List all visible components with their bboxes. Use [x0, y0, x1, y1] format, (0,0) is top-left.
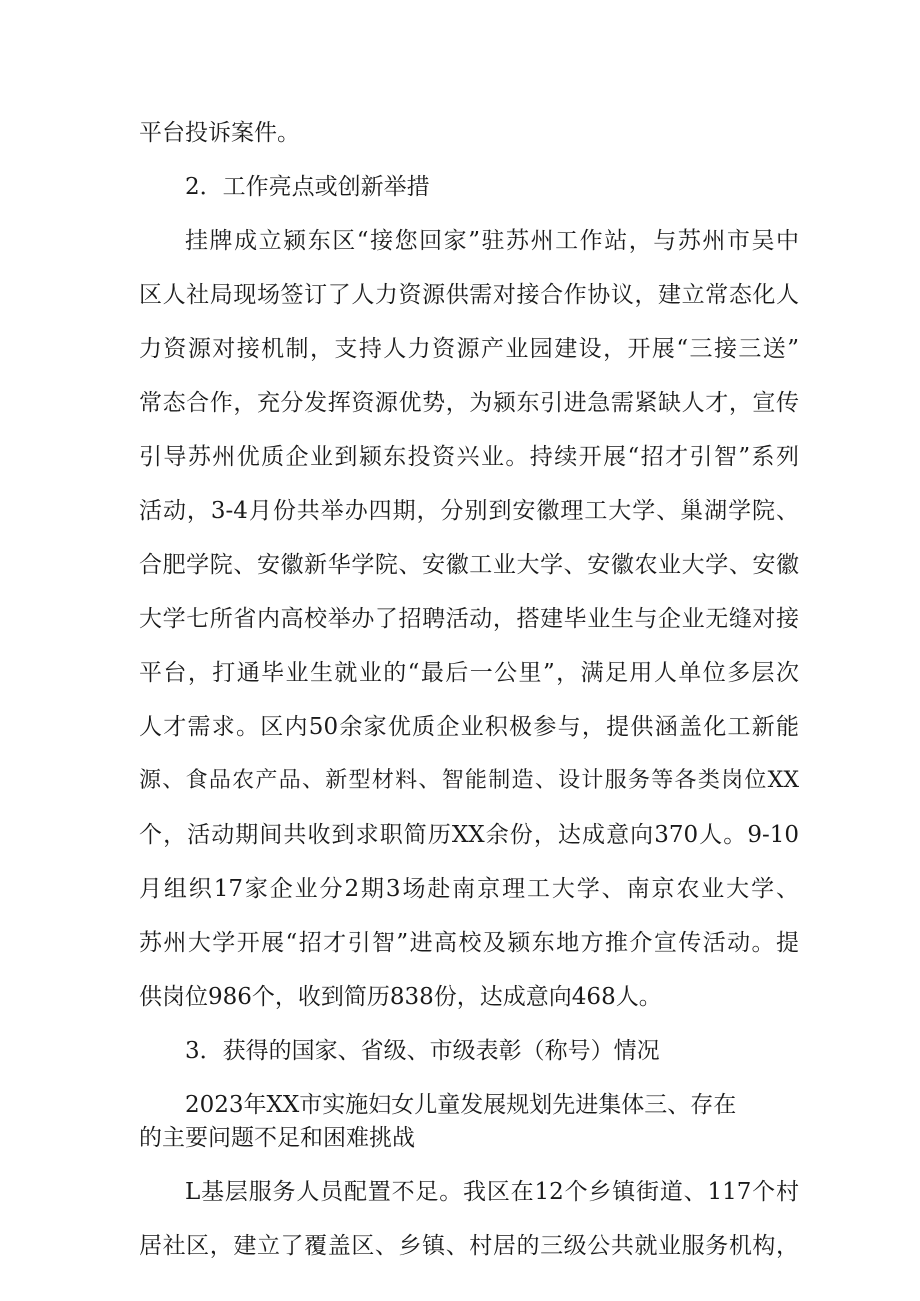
text-line: 个，活动期间共收到求职简历XX余份，达成意向370人。9-10 — [139, 822, 799, 848]
text-line: 活动，3-4月份共举办四期，分别到安徽理工大学、巢湖学院、 — [139, 498, 799, 524]
section-heading: 2．工作亮点或创新举措 — [185, 174, 430, 200]
text-line: 平台投诉案件。 — [139, 120, 300, 146]
text-line: L基层服务人员配置不足。我区在12个乡镇街道、117个村 — [185, 1179, 799, 1205]
text-line: 苏州大学开展“招才引智”进高校及颍东地方推介宣传活动。提 — [139, 930, 799, 956]
text-line: 区人社局现场签订了人力资源供需对接合作协议，建立常态化人 — [139, 282, 799, 308]
section-heading: 3．获得的国家、省级、市级表彰（称号）情况 — [185, 1038, 660, 1064]
text-line: 居社区，建立了覆盖区、乡镇、村居的三级公共就业服务机构， — [139, 1233, 799, 1259]
text-line: 2023年XX市实施妇女儿童发展规划先进集体三、存在 — [185, 1092, 737, 1118]
text-line: 平台，打通毕业生就业的“最后一公里”，满足用人单位多层次 — [139, 660, 799, 686]
text-line: 人才需求。区内50余家优质企业积极参与，提供涵盖化工新能 — [139, 714, 799, 740]
text-line: 力资源对接机制，支持人力资源产业园建设，开展“三接三送” — [139, 336, 799, 362]
text-line: 月组织17家企业分2期3场赴南京理工大学、南京农业大学、 — [139, 876, 799, 902]
text-line: 供岗位986个，收到简历838份，达成意向468人。 — [139, 984, 662, 1010]
text-line: 大学七所省内高校举办了招聘活动，搭建毕业生与企业无缝对接 — [139, 606, 799, 632]
text-line: 的主要问题不足和困难挑战 — [139, 1125, 415, 1151]
text-line: 源、食品农产品、新型材料、智能制造、设计服务等各类岗位XX — [139, 768, 799, 793]
text-line: 合肥学院、安徽新华学院、安徽工业大学、安徽农业大学、安徽 — [139, 552, 799, 578]
text-line: 常态合作，充分发挥资源优势，为颍东引进急需紧缺人才，宣传 — [139, 390, 799, 416]
text-line: 引导苏州优质企业到颍东投资兴业。持续开展“招才引智”系列 — [139, 444, 799, 470]
text-line: 挂牌成立颍东区“接您回家”驻苏州工作站，与苏州市吴中 — [185, 228, 799, 254]
